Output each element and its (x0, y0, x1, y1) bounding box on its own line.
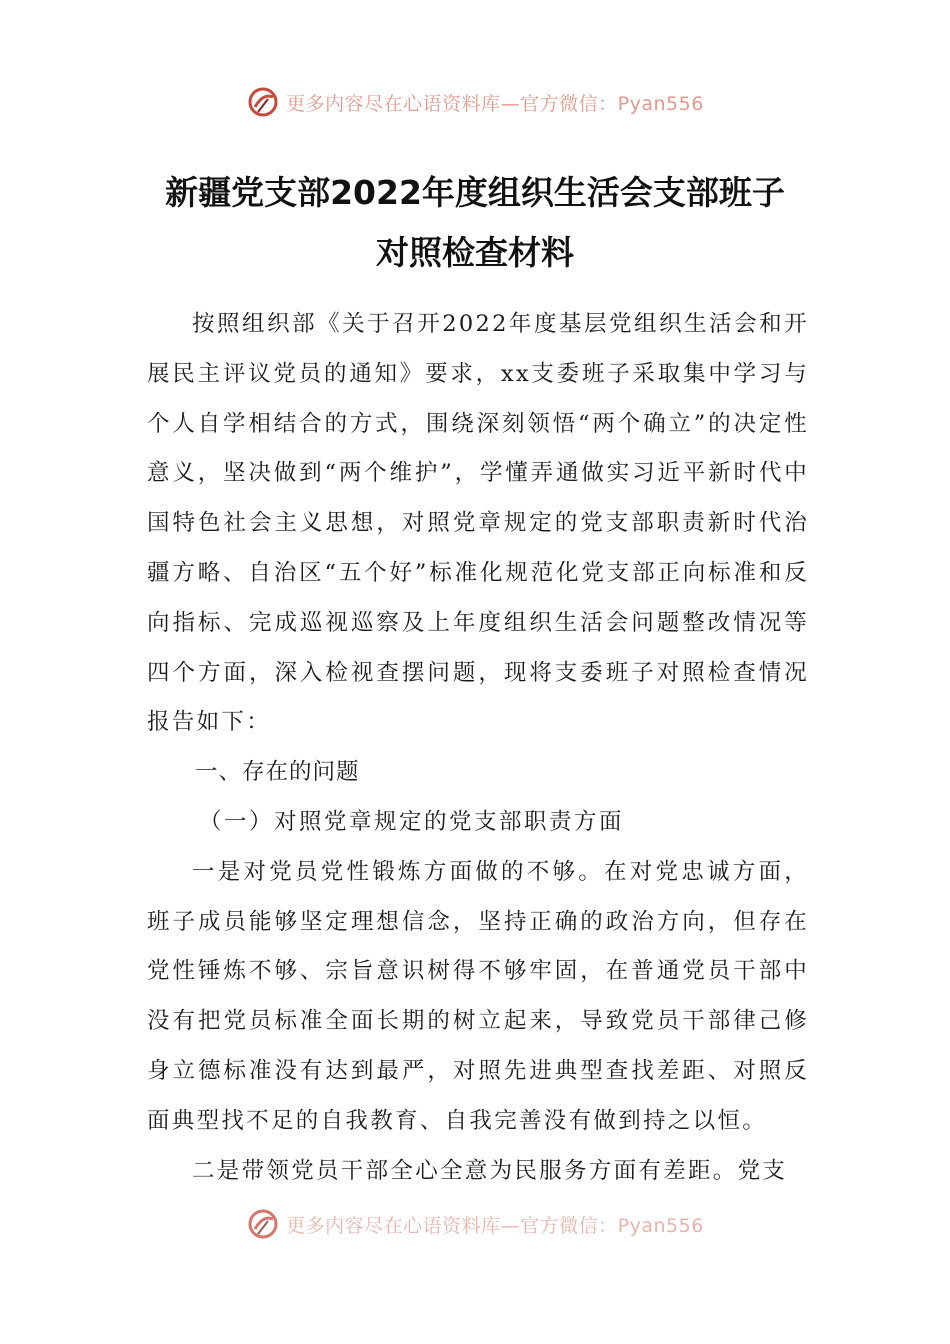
document-title-line1: 新疆党支部2022年度组织生活会支部班子 (165, 173, 785, 212)
logo-icon (246, 85, 280, 119)
logo-icon (246, 1207, 280, 1241)
document-body (147, 300, 809, 1196)
paragraph-2: 二是带领党员干部全心全意为民服务方面有差距。党支 (192, 1157, 788, 1184)
paragraph-1: 一是对党员党性锻炼方面做的不够。在对党忠诚方面，班子成员能够坚定理想信念，坚持正确的政治方向，但存在党性锤炼不够、宗旨意识树得不够牢固，在普通党员干部中没有把党员标准全面长期的树立起来，导致党员干部律己修身立德标准没有达到最严，对照先进典型查找差距、对照反面典型找不足的自我教育、自我完善没有做到持之以恒。 (147, 858, 809, 1134)
document-title-line2: 对照检查材料 (376, 233, 574, 272)
header-watermark (0, 82, 950, 122)
header-banner-text: 更多内容尽在心语资料库—官方微信：Pyan556 (286, 92, 704, 115)
section-heading: 一、存在的问题 (195, 759, 360, 786)
intro-paragraph: 按照组织部《关于召开2022年度基层党组织生活会和开展民主评议党员的通知》要求，xx支委班子采取集中学习与个人自学相结合的方式，围绕深刻领悟“两个确立”的决定性意义，坚决做到“两个维护”，学懂弄通做实习近平新时代中国特色社会主义思想，对照党章规定的党支部职责新时代治疆方略、自治区“五个好”标准化规范化党支部正向标准和反向指标、完成巡视巡察及上年度组织生活会问题整改情况等四个方面，深入检视查摆问题，现将支委班子对照检查情况报告如下： (147, 311, 809, 736)
subsection-heading: （一）对照党章规定的党支部职责方面 (199, 808, 625, 835)
footer-banner-text: 更多内容尽在心语资料库—官方微信：Pyan556 (286, 1214, 704, 1237)
footer-watermark (0, 1204, 950, 1244)
